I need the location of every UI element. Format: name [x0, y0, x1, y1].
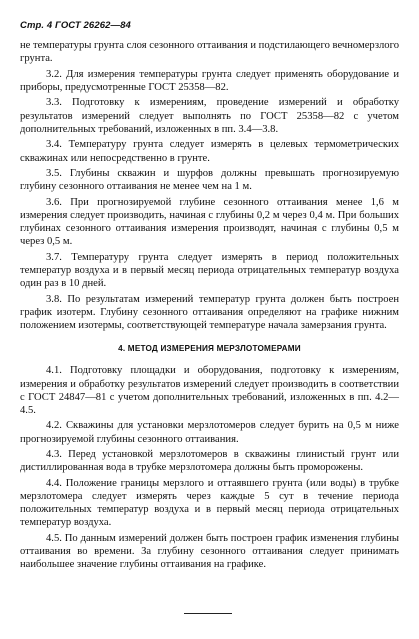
paragraph-3-4: 3.4. Температуру грунта следует измерять в целевых термометрических скважинах или непосредственно в грунте. [20, 139, 399, 164]
section-title: 4. МЕТОД ИЗМЕРЕНИЯ МЕРЗЛОТОМЕРАМИ [118, 344, 301, 354]
paragraph-3-6: 3.6. При прогнозируемой глубине сезонного оттаивания менее 1,6 м измерения следует производить, начиная с глубины 0,2 м через 0,4 м. При больших глубинах сезонного оттаивания измерения производят, начиная с глубины 0,5 м через 0,5 м. [20, 196, 399, 248]
paragraph-4-1: 4.1. Подготовку площадки и оборудования, подготовку к измерениям, измерения и обработку результатов измерений следует производить в соответствии с ГОСТ 24847—81 с учетом дополнительных требований, изложенных в пп. 4.2—4.5. [20, 365, 399, 416]
paragraph-3-7: 3.7. Температуру грунта следует измерять в период положительных температур воздуха и в первый месяц периода отрицательных температур воздуха один раз в 10 дней. [20, 251, 399, 290]
paragraph-3-5: 3.5. Глубины скважин и шурфов должны превышать прогнозируемую глубину сезонного оттаивания не менее чем на 1 м. [20, 168, 399, 193]
page-header: Стр. 4 ГОСТ 26262—84 [20, 20, 131, 31]
paragraph-3-8: 3.8. По результатам измерений температур грунта должен быть построен график изотерм. Глубину сезонного оттаивания определяют на графике нижним положением изотермы, соответствующей температуре начала замерзания грунта. [20, 293, 399, 332]
footer-divider [184, 613, 232, 614]
paragraph-4-3: 4.3. Перед установкой мерзлотомеров в скважины глинистый грунт или дистиллированная вода в трубке мерзлотомера должны быть проморожены. [20, 449, 399, 474]
paragraph-4-2: 4.2. Скважины для установки мерзлотомеров следует бурить на 0,5 м ниже прогнозируемой глубины сезонного оттаивания. [20, 420, 399, 445]
paragraph-4-4: 4.4. Положение границы мерзлого и оттаявшего грунта (или воды) в трубке мерзлотомера следует измерять через каждые 5 сут в течение периода положительных температур воздуха и в первый месяц периода отрицательных температур воздуха. [20, 477, 399, 529]
paragraph-3-2: 3.2. Для измерения температуры грунта следует применять оборудование и приборы, предусмотренные ГОСТ 25358—82. [20, 68, 399, 93]
paragraph-continuation: не температуры грунта слоя сезонного оттаивания и подстилающего вечномерзлого грунта. [20, 40, 399, 65]
paragraph-3-3: 3.3. Подготовку к измерениям, проведение измерений и обработку результатов измерений следует выполнять по ГОСТ 25358—82 с учетом дополнительных требований, изложенных в пп. 3.4—3.8. [20, 97, 399, 135]
paragraph-4-5: 4.5. По данным измерений должен быть построен график изменения глубины оттаивания во времени. За глубину сезонного оттаивания следует принимать наибольшее значение глубины оттаивания на графике. [20, 532, 399, 571]
